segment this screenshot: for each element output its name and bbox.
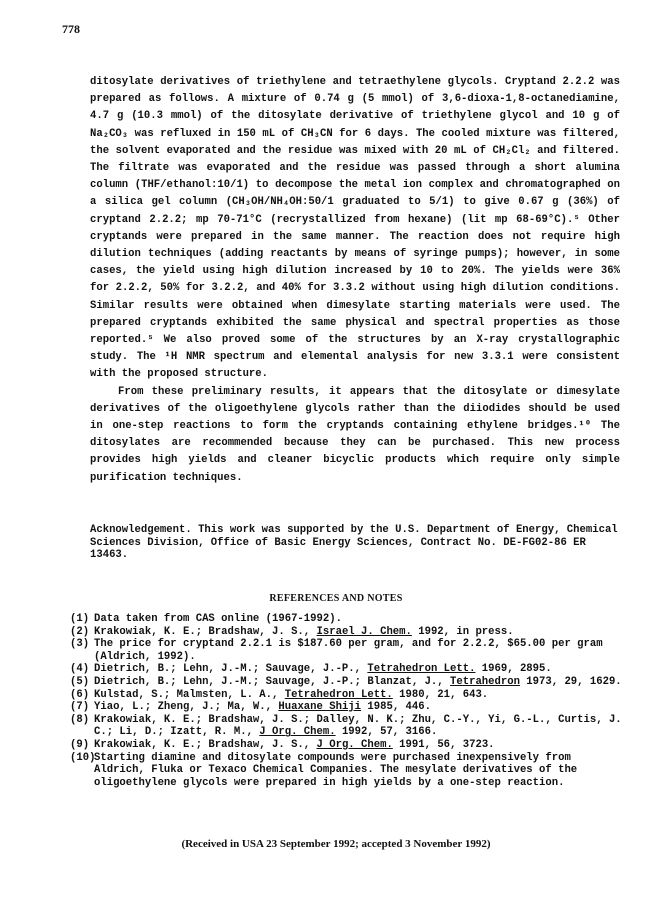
- acknowledgement: [90, 524, 620, 562]
- paragraph: ditosylate derivatives of triethylene and tetraethylene glycols. Cryptand 2.2.2 was prepared as follows. A mixture of 0.74 g (5 mmol) of 3,6-dioxa-1,8-octanediamine, 4.7 g (10.3 mmol) of the ditosylate derivative of triethylene glycol and 10 g of Na₂CO₃ was refluxed in 150 mL of CH₃CN for 6 days. The cooled mixture was filtered, the solvent evaporated and the residue was mixed with 20 mL of CH₂Cl₂ and filtered. The filtrate was evaporated and the residue was passed through a short alumina column (THF/ethanol:10/1) to decompose the metal ion complex and chromatographed on a silica gel column (CH₃OH/NH₄OH:50/1 graduated to 5/1) to give 0.67 g (36%) of cryptand 2.2.2; mp 70-71°C (recrystallized from hexane) (lit mp 68-69°C).⁵ Other cryptands were prepared in the same manner. The reaction does not require high dilution techniques (adding reactants by means of syringe pumps); however, in some cases, the yield using high dilution increased by 10 to 20%. The yields were 36% for 2.2.2, 50% for 3.2.2, and 40% for 3.3.2 without using high dilution conditions. Similar results were obtained when dimesylate starting materials were used. The prepared cryptands exhibited the same physical and spectral properties as those reported.⁵ We also proved some of the structures by an X-ray crystallographic study. The ¹H NMR spectrum and elemental analysis for new 3.3.1 were consistent with the proposed structure.: [90, 76, 620, 381]
- reference-text: Krakowiak, K. E.; Bradshaw, J. S.; Dalley, N. K.; Zhu, C.-Y., Yi, G.-L., Curtis, J. C.; Li, D.; Izatt, R. M., J Org. Chem. 1992, 57, 3166.: [94, 713, 622, 739]
- reference-item: [70, 739, 625, 752]
- reference-number: (1): [70, 613, 90, 625]
- page-number: 778: [62, 22, 80, 36]
- reference-item: [70, 676, 625, 689]
- reference-text: Krakowiak, K. E.; Bradshaw, J. S., Israel J. Chem. 1992, in press.: [94, 625, 514, 638]
- reference-text: Kulstad, S.; Malmsten, L. A., Tetrahedron Lett. 1980, 21, 643.: [94, 688, 489, 701]
- reference-text: Dietrich, B.; Lehn, J.-M.; Sauvage, J.-P.; Blanzat, J., Tetrahedron 1973, 29, 1629.: [94, 675, 622, 688]
- reference-item: [70, 663, 625, 676]
- received-date-note: (Received in USA 23 September 1992; accepted 3 November 1992): [181, 838, 491, 850]
- reference-number: (8): [70, 713, 90, 726]
- reference-item: [70, 613, 625, 626]
- acknowledgement-heading: Acknowledgement.: [90, 524, 192, 536]
- reference-number: (7): [70, 701, 90, 714]
- reference-item: [70, 714, 625, 739]
- reference-item: [70, 752, 625, 790]
- acknowledgement-text: This work was supported by the U.S. Department of Energy, Chemical Sciences Division, Office of Basic Energy Sciences, Contract No. DE-FG02-86 ER 13463.: [90, 524, 618, 561]
- reference-number: (4): [70, 663, 90, 676]
- reference-text: Data taken from CAS online (1967-1992).: [94, 613, 342, 625]
- reference-number: (10): [70, 751, 96, 764]
- reference-text: The price for cryptand 2.2.1 is $187.60 per gram, and for 2.2.2, $65.00 per gram (Aldrich, 1992).: [94, 638, 603, 663]
- reference-item: [70, 701, 625, 714]
- paragraph: From these preliminary results, it appears that the ditosylate or dimesylate derivatives of the oligoethylene glycols rather than the diiodides should be used in one-step reactions to form the cryptands containing ethylene bridges.¹⁰ The ditosylates are recommended because they can be purchased. This new process provides high yields and cleaner bicyclic products which require only simple purification techniques.: [90, 385, 620, 484]
- reference-number: (6): [70, 688, 90, 701]
- reference-number: (2): [70, 625, 90, 638]
- body-text: [90, 74, 620, 487]
- reference-number: (9): [70, 738, 90, 751]
- reference-item: [70, 638, 625, 663]
- reference-text: Dietrich, B.; Lehn, J.-M.; Sauvage, J.-P., Tetrahedron Lett. 1969, 2895.: [94, 663, 552, 676]
- references-title: REFERENCES AND NOTES: [269, 593, 403, 604]
- reference-item: [70, 689, 625, 702]
- reference-number: (5): [70, 675, 90, 688]
- reference-list: [70, 613, 625, 789]
- reference-item: [70, 626, 625, 639]
- reference-text: Starting diamine and ditosylate compounds were purchased inexpensively from Aldrich, Fluka or Texaco Chemical Companies. The mesylate derivatives of the oligoethylene glycols were prepared in high yields by a one-step reaction.: [94, 751, 578, 789]
- reference-text: Yiao, L.; Zheng, J.; Ma, W., Huaxane Shiji 1985, 446.: [94, 701, 431, 714]
- reference-text: Krakowiak, K. E.; Bradshaw, J. S., J Org. Chem. 1991, 56, 3723.: [94, 738, 495, 751]
- reference-number: (3): [70, 638, 90, 651]
